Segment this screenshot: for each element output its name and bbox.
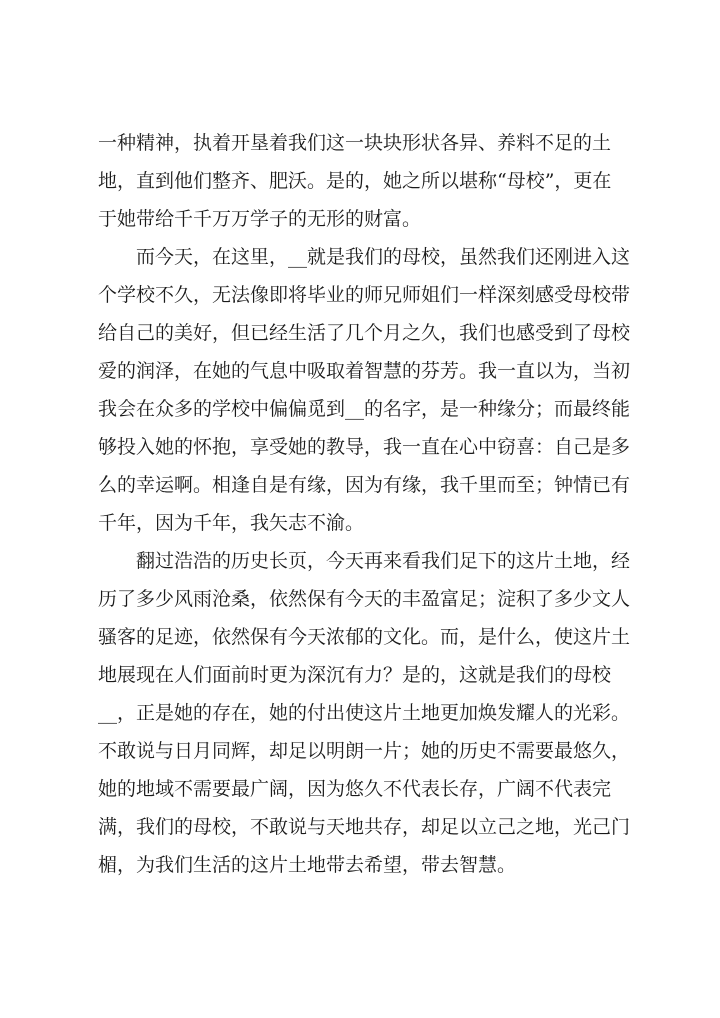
- text-line: __，正是她的存在，她的付出使这片土地更加焕发耀人的光彩。: [98, 702, 631, 724]
- text-line: 我会在众多的学校中偏偏觅到__的名字，是一种缘分；而最终能: [98, 398, 631, 420]
- text-line: 骚客的足迹，依然保有今天浓郁的文化。而，是什么，使这片土: [98, 626, 631, 648]
- text-line: 翻过浩浩的历史长页，今天再来看我们足下的这片土地，经: [98, 550, 631, 572]
- paragraph-1: [98, 124, 626, 238]
- paragraph-2: [98, 238, 631, 542]
- document-body: [98, 124, 631, 884]
- text-line: 么的幸运啊。相逢自是有缘，因为有缘，我千里而至；钟情已有: [98, 474, 631, 496]
- text-line: 给自己的美好，但已经生活了几个月之久，我们也感受到了母校: [98, 322, 631, 344]
- text-line: 够投入她的怀抱，享受她的教导，我一直在心中窃喜：自己是多: [98, 436, 631, 458]
- text-line: 地展现在人们面前时更为深沉有力？是的，这就是我们的母校: [98, 664, 612, 686]
- text-line: 楣，为我们生活的这片土地带去希望，带去智慧。: [98, 854, 517, 876]
- text-line: 个学校不久，无法像即将毕业的师兄师姐们一样深刻感受母校带: [98, 284, 631, 306]
- text-line: 历了多少风雨沧桑，依然保有今天的丰盈富足；淀积了多少文人: [98, 588, 631, 610]
- text-line: 她的地域不需要最广阔，因为悠久不代表长存，广阔不代表完: [98, 778, 612, 800]
- text-line: 千年，因为千年，我矢志不渝。: [98, 512, 365, 534]
- text-line: 一种精神，执着开垦着我们这一块块形状各异、养料不足的土: [98, 132, 612, 154]
- text-line: 地，直到他们整齐、肥沃。是的，她之所以堪称“母校”，更在: [98, 170, 612, 192]
- text-line: 而今天，在这里，__就是我们的母校，虽然我们还刚进入这: [98, 246, 631, 268]
- text-line: 满，我们的母校，不敢说与天地共存，却足以立己之地，光己门: [98, 816, 631, 838]
- paragraph-3: [98, 542, 631, 884]
- text-line: 爱的润泽，在她的气息中吸取着智慧的芬芳。我一直以为，当初: [98, 360, 631, 382]
- text-line: 于她带给千千万万学子的无形的财富。: [98, 208, 422, 230]
- text-line: 不敢说与日月同辉，却足以明朗一片；她的历史不需要最悠久，: [98, 740, 631, 762]
